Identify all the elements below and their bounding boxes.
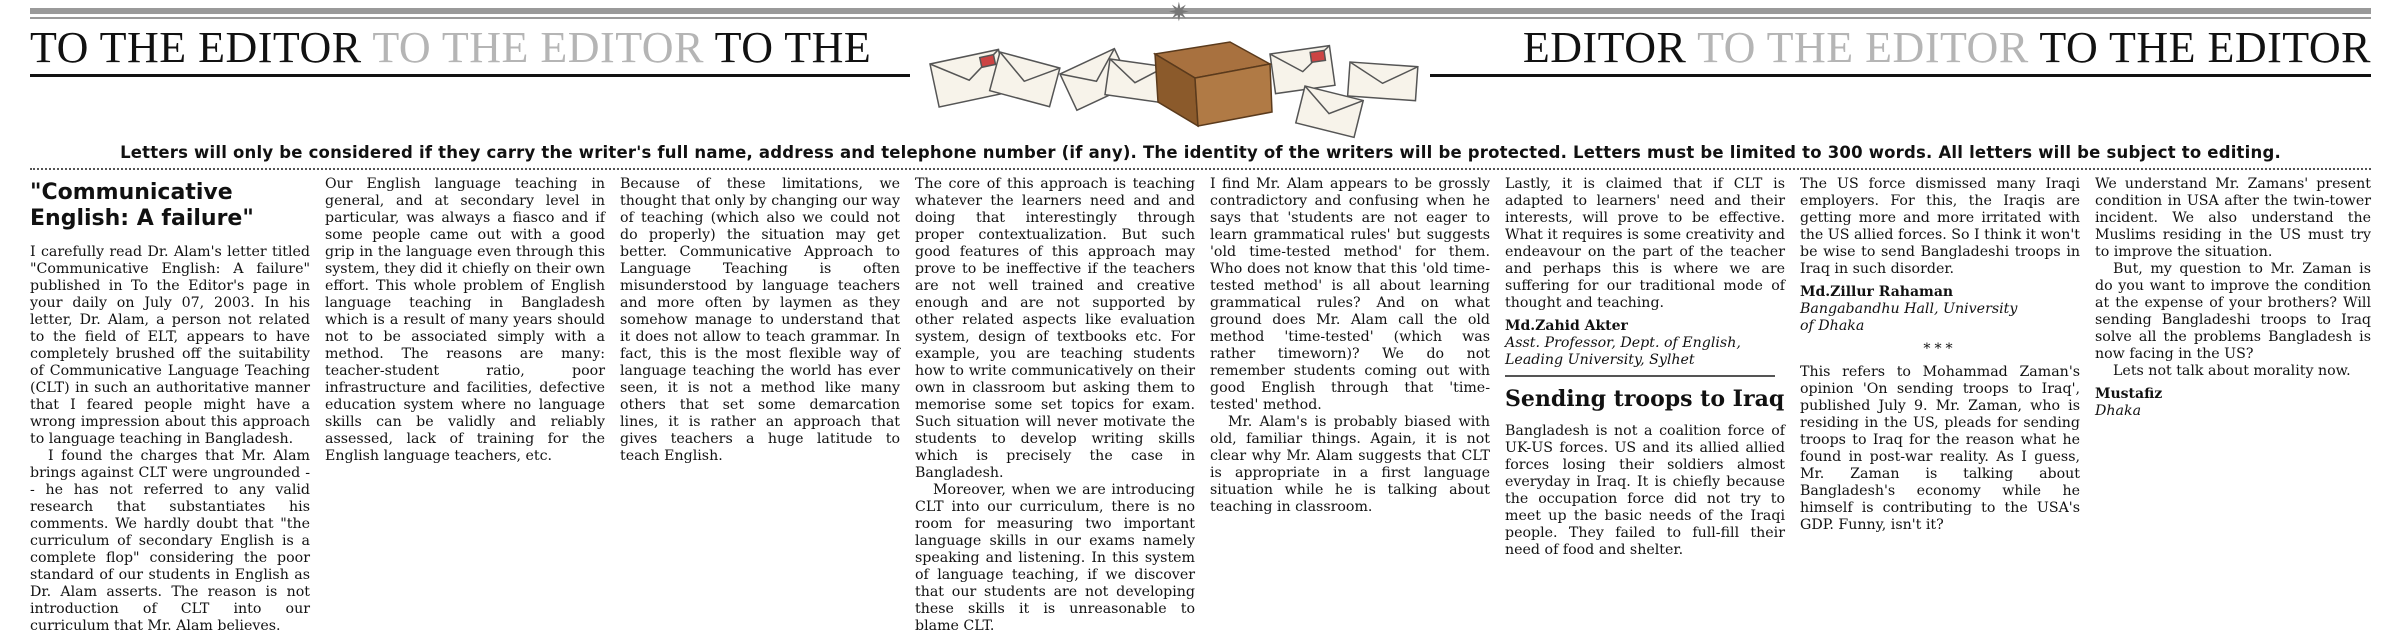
letter-affiliation: Leading University, Sylhet [1505,352,1695,368]
column-6 [1505,176,1785,588]
letter-affiliation: Asst. Professor, Dept. of English, [1505,335,1741,351]
paragraph: Moreover, when we are introducing CLT into our curriculum, there is no room for measuring two important language skills in our exams namely speaking and listening. In this system of language teaching, if we discover that our students are not developing these skills it is unreasonable to blame CLT. [915,482,1195,634]
letter-headline: Sending troops to Iraq [1505,386,1785,412]
section-divider [1505,375,1775,377]
column-2 [325,176,605,588]
column-1 [30,176,310,634]
column-4 [915,176,1195,634]
masthead-word: TO THE EDITOR [1686,23,2040,72]
column-8 [2095,176,2371,588]
masthead-word: EDITOR [1522,23,1687,72]
paragraph: This refers to Mohammad Zaman's opinion 'On sending troops to Iraq', published July 9. Mr. Zaman, who is residing in the US, pleads for sending troops to Iraq for the reason what he found in post-war reality. As I guess, Mr. Zaman is talking about Bangladesh's economy while he himself is contributing to the USA's GDP. Funny, isn't it? [1800,364,2080,533]
envelopes-illustration [910,14,1430,134]
masthead-rule-left [30,74,910,77]
masthead-left [30,22,871,74]
paragraph: I carefully read Dr. Alam's letter titled "Communicative English: A failure" published in To the Editor's page in your daily on July 07, 2003. In his letter, Dr. Alam, a person not related to the field of ELT, appears to have completely brushed off the suitability of Communicative Language Teaching (CLT) in such an authoritative manner that I feared people might have a wrong impression about this approach to language teaching in Bangladesh. [30,244,310,447]
column-3 [620,176,900,588]
letter-signature: Md.Zahid Akter [1505,318,1628,334]
letter-signature: Md.Zillur Rahaman [1800,284,1954,300]
masthead-word: TO THE EDITOR [2039,23,2371,72]
letter-affiliation: Dhaka [2095,403,2142,419]
paragraph: I find Mr. Alam appears to be grossly contradictory and confusing when he says that 'students are not eager to learn grammatical rules' but suggests 'old time-tested method' for them. Who does not know that this 'old time-tested method' is all about learning grammatical rules? And on what ground does Mr. Alam call the old method 'time-tested' (which was rather timeworn)? We do not remember students coming out with good English through that 'time-tested' method. [1210,176,1490,413]
letter-separator: *** [1923,341,1957,357]
paragraph: Mr. Alam's is probably biased with old, familiar things. Again, it is not clear why Mr. Alam suggests that CLT is appropriate in a first language situation while he is talking about teaching in classroom. [1210,414,1490,515]
paragraph: Because of these limitations, we thought that only by changing our way of teaching (which also we could not do properly) the situation may get better. Communicative Approach to Language Teaching is often misunderstood by language teachers and more often by laymen as they somehow manage to understand that it does not allow to teach grammar. In fact, this is the most flexible way of language teaching the world has ever seen, it is not a method like many others that set some demarcation lines, it is rather an approach that gives teachers a huge latitude to teach English. [620,176,900,464]
paragraph: Lets not talk about morality now. [2113,363,2351,379]
paragraph: I found the charges that Mr. Alam brings against CLT were ungrounded -- he has not referred to any valid research that substantiates his comments. We hardly doubt that "the curriculum of secondary English is a complete flop" considering the poor standard of our students in English as Dr. Alam asserts. The reason is not introduction of CLT into our curriculum that Mr. Alam believes. [30,448,310,634]
paragraph: The core of this approach is teaching whatever the learners need and and doing that interestingly through proper contextualization. But such good features of this approach may prove to be ineffective if the teachers are not well trained and creative enough and are not supported by other related aspects like evaluation system, design of textbooks etc. For example, you are teaching students how to write communicatively on their own in classroom but asking them to memorise some set topics for exam. Such situation will never motivate the students to develop writing skills which is precisely the case in Bangladesh. [915,176,1195,481]
paragraph: Our English language teaching in general, and at secondary level in particular, was always a fiasco and if some people came out with a good grip in the language even through this system, they did it chiefly on their own effort. This whole problem of English language teaching in Bangladesh which is a result of many years should not to be associated simply with a method. The reasons are many: teacher-student ratio, poor infrastructure and facilities, defective education system where no language skills can be validly and reliably assessed, lack of training for the English language teachers, etc. [325,176,605,464]
paragraph: But, my question to Mr. Zaman is do you want to improve the condition at the expense of your brothers? Will sending Bangladeshi troops to Iraq solve all the problems Bangladesh is now facing in the US? [2095,261,2371,362]
masthead-rule-right [1430,74,2371,77]
star-icon: ✷ [1168,0,1190,28]
paragraph: The US force dismissed many Iraqi employers. For this, the Iraqis are getting more and more irritated with the US allied forces. So I think it won't be wise to send Bangladeshi troops in Iraq in such disorder. [1800,176,2080,277]
paragraph: Lastly, it is claimed that if CLT is adapted to learners' need and their interests, will prove to be effective. What it requires is some creativity and endeavour on the part of the teacher and perhaps this is where we are suffering for our traditional mode of thought and teaching. [1505,176,1785,311]
masthead-right [1523,22,2371,74]
paragraph: Bangladesh is not a coalition force of UK-US forces. US and its allied allied forces losing their soldiers almost everyday in Iraq. It is chiefly because the occupation force did not try to meet up the basic needs of the Iraqi people. They failed to full-fill their need of food and shelter. [1505,423,1785,558]
submission-notice: Letters will only be considered if they carry the writer's full name, address and telephone number (if any). The identity of the writers will be protected. Letters must be limited to 300 words. All letters will be subject to editing. [120,143,2281,162]
letter-signature: Mustafiz [2095,386,2163,402]
paragraph: We understand Mr. Zamans' present condition in USA after the twin-tower incident. We also understand the Muslims residing in the US must try to improve the situation. [2095,176,2371,260]
parcel-icon [1155,42,1272,126]
letter-affiliation: of Dhaka [1800,318,1865,334]
dotted-divider [30,168,2371,170]
letter-affiliation: Bangabandhu Hall, University [1800,301,2018,317]
masthead-word: TO THE EDITOR [30,23,362,72]
column-5 [1210,176,1490,588]
letter-headline: "Communicative English: A failure" [30,180,254,231]
masthead-word: TO THE [714,23,872,72]
masthead-word: TO THE EDITOR [361,23,715,72]
column-7 [1800,176,2080,588]
